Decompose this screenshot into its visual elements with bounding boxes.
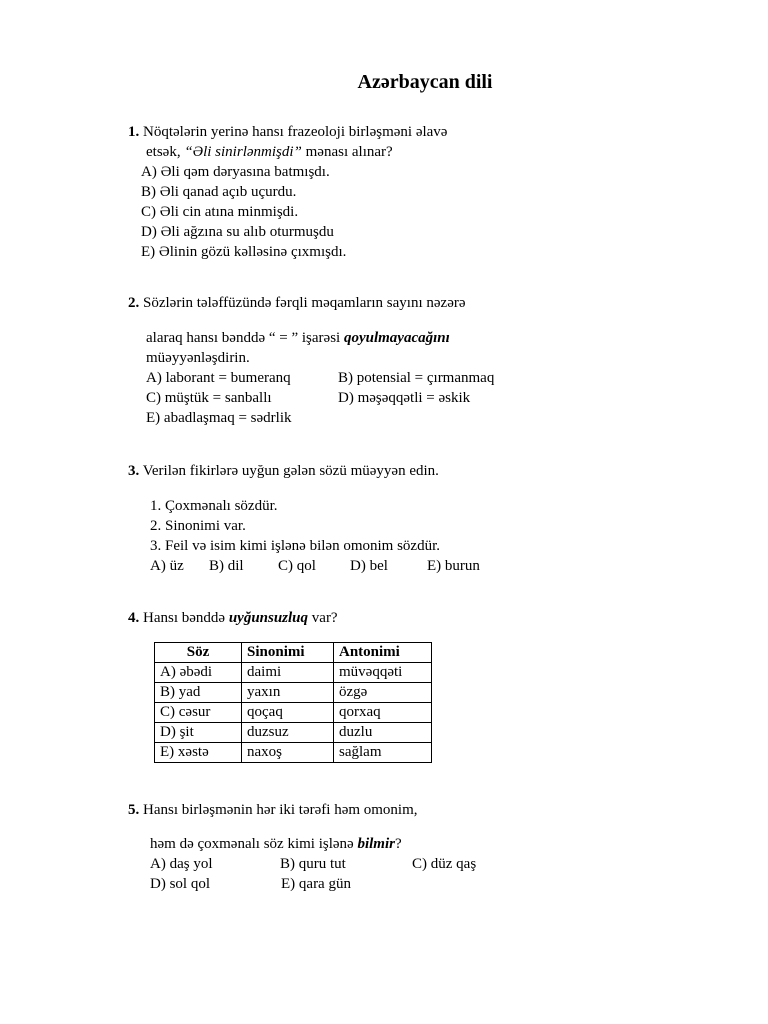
question-5-continued: [150, 834, 476, 894]
option-d[interactable]: D) sol qol: [150, 876, 210, 892]
table-cell: naxoş: [242, 743, 334, 763]
table-cell: daimi: [242, 663, 334, 683]
table-cell: yaxın: [242, 683, 334, 703]
question-2: [128, 293, 466, 313]
question-2-emphasis: qoyulmayacağını: [343, 330, 450, 346]
option-a[interactable]: A) üz: [150, 558, 184, 574]
page-title: Azərbaycan dili: [357, 71, 493, 93]
option-b[interactable]: B) potensial = çırmanmaq: [338, 370, 495, 386]
option-e[interactable]: E) abadlaşmaq = sədrlik: [146, 410, 292, 426]
option-c[interactable]: C) düz qaş: [412, 856, 477, 872]
table-cell: müvəqqəti: [334, 663, 432, 683]
question-number: 4.: [128, 610, 140, 626]
question-1-text-pre: etsək,: [146, 144, 185, 160]
question-4: [128, 608, 338, 628]
option-d[interactable]: D) Əli ağzına su alıb oturmuşdu: [141, 224, 334, 240]
table-row[interactable]: [155, 683, 432, 703]
question-3-continued: [150, 496, 480, 576]
table-row[interactable]: [155, 743, 432, 763]
table-cell: C) cəsur: [155, 703, 242, 723]
statement-2: 2. Sinonimi var.: [150, 518, 246, 534]
option-e[interactable]: E) Əlinin gözü kəlləsinə çıxmışdı.: [141, 244, 347, 260]
synonym-antonym-table: [154, 642, 432, 763]
question-number: 1.: [128, 124, 140, 140]
question-5: [128, 800, 418, 820]
option-b[interactable]: B) Əli qanad açıb uçurdu.: [141, 184, 297, 200]
question-number: 3.: [128, 463, 140, 479]
table-row[interactable]: [155, 703, 432, 723]
question-1-text: Nöqtələrin yerinə hansı frazeoloji birləşməni əlavə: [143, 124, 448, 140]
question-1-line-1: [128, 122, 447, 142]
question-5-emphasis: bilmir: [357, 836, 395, 852]
table-row[interactable]: [155, 663, 432, 683]
table-row[interactable]: [155, 723, 432, 743]
table-cell: sağlam: [334, 743, 432, 763]
table-cell: D) şit: [155, 723, 242, 743]
question-3: [128, 461, 439, 481]
option-row-abc: [150, 854, 476, 874]
question-3-line-1: [128, 461, 439, 481]
table-cell: E) xəstə: [155, 743, 242, 763]
question-1-text-post: mənası alınar?: [301, 144, 393, 160]
option-a[interactable]: A) daş yol: [150, 856, 213, 872]
question-2-text: Sözlərin tələffüzündə fərqli məqamların sayını nəzərə: [143, 295, 466, 311]
table-cell: qorxaq: [334, 703, 432, 723]
question-1-quote: “Əli sinirlənmişdi”: [184, 144, 302, 160]
table-cell: A) əbədi: [155, 663, 242, 683]
table-cell: özgə: [334, 683, 432, 703]
question-number: 5.: [128, 802, 140, 818]
table-cell: duzlu: [334, 723, 432, 743]
column-header: Söz: [155, 643, 242, 663]
column-header: Sinonimi: [242, 643, 334, 663]
question-2-line-3: müəyyənləşdirin.: [146, 350, 250, 366]
statement-1: 1. Çoxmənalı sözdür.: [150, 498, 278, 514]
option-d[interactable]: D) bel: [350, 558, 388, 574]
option-b[interactable]: B) quru tut: [280, 856, 346, 872]
question-5-text-pre: həm də çoxmənalı söz kimi işlənə: [150, 836, 358, 852]
option-e[interactable]: E) burun: [427, 558, 480, 574]
option-d[interactable]: D) məşəqqətli = əskik: [338, 390, 471, 406]
question-4-text-pre: Hansı bənddə: [143, 610, 229, 626]
question-5-line-1: [128, 800, 418, 820]
table-cell: qoçaq: [242, 703, 334, 723]
question-4-emphasis: uyğunsuzluq: [228, 610, 309, 626]
option-row-cd: [146, 388, 494, 408]
option-row: [150, 556, 480, 576]
question-2-text-pre: alaraq hansı bənddə “ = ” işarəsi: [146, 330, 344, 346]
option-c[interactable]: C) müştük = sanballı: [146, 390, 272, 406]
option-a[interactable]: A) laborant = bumeranq: [146, 370, 291, 386]
option-a[interactable]: A) Əli qəm dəryasına batmışdı.: [141, 164, 330, 180]
question-2-line-1: [128, 293, 466, 313]
column-header: Antonimi: [334, 643, 432, 663]
question-1-line-2: [128, 142, 447, 162]
option-b[interactable]: B) dil: [209, 558, 244, 574]
table-cell: duzsuz: [242, 723, 334, 743]
question-4-text-post: var?: [308, 610, 338, 626]
question-5-line-2: [150, 834, 476, 854]
question-2-line-2: [146, 328, 494, 348]
option-c[interactable]: C) qol: [278, 558, 316, 574]
statement-3: 3. Feil və isim kimi işlənə bilən omonim sözdür.: [150, 538, 440, 554]
question-5-text: Hansı birləşmənin hər iki tərəfi həm omonim,: [143, 802, 418, 818]
table-header-row: [155, 643, 432, 663]
option-row-ab: [146, 368, 494, 388]
option-c[interactable]: C) Əli cin atına minmişdi.: [141, 204, 299, 220]
question-3-text: Verilən fikirlərə uyğun gələn sözü müəyyən edin.: [142, 463, 439, 479]
question-2-continued: [146, 328, 494, 428]
question-4-line-1: [128, 608, 338, 628]
question-number: 2.: [128, 295, 140, 311]
table-cell: B) yad: [155, 683, 242, 703]
question-1: [128, 122, 447, 262]
option-e[interactable]: E) qara gün: [281, 876, 351, 892]
option-row-de: [150, 874, 476, 894]
question-5-text-post: ?: [394, 836, 402, 852]
